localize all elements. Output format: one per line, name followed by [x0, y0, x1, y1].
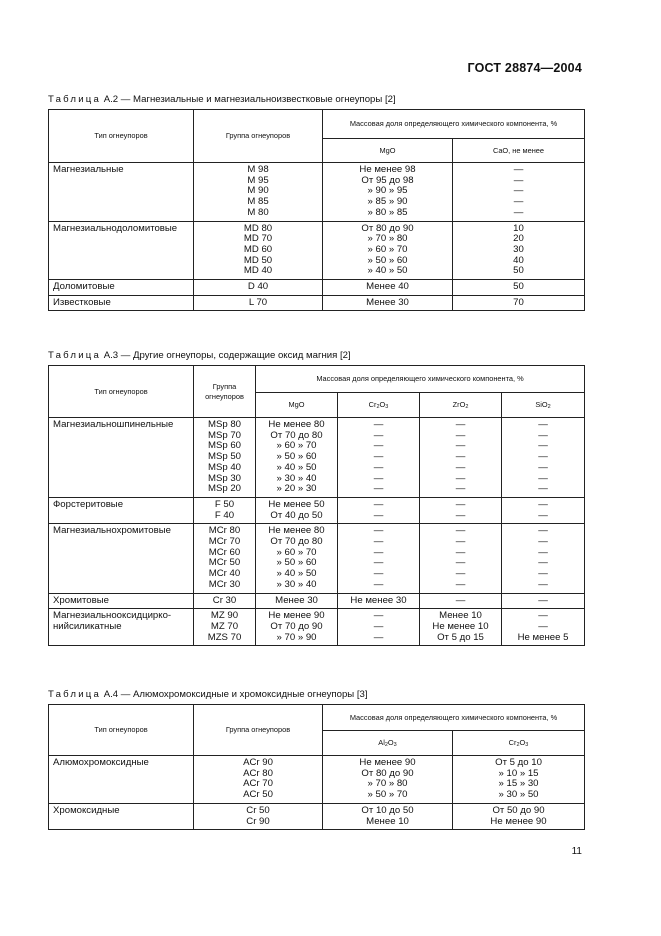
mgo-cell-line: Менее 30: [366, 296, 409, 308]
cr-cell-line: Не менее 90: [490, 815, 547, 827]
refractory-type: [49, 497, 194, 523]
group-cell-line: MSp 40: [207, 461, 242, 473]
refractory-type-line: Магнезиальношпинельные: [53, 419, 174, 430]
mgo-cell: [323, 221, 453, 280]
si-cell-line: —: [538, 525, 548, 537]
zr-cell-line: —: [455, 525, 466, 537]
si-cell-line: —: [538, 536, 548, 548]
group-cell-line: MSp 80: [207, 419, 242, 430]
group-cell-line: Cr 90: [246, 815, 270, 827]
si-cell-line: —: [538, 483, 548, 495]
refractory-type: Алюмохромоксидные: [49, 756, 194, 804]
header-mass-fraction: Массовая доля определяющего химического компонента, %: [323, 110, 585, 139]
group-cell-line: M 85: [247, 196, 269, 208]
formula-sub: 2: [384, 742, 388, 748]
mgo-cell-line: » 40 » 50: [276, 568, 317, 580]
cr-cell: [453, 803, 585, 829]
refractory-type: Известковые: [49, 295, 194, 311]
mgo-cell-line: » 70 » 90: [276, 631, 317, 643]
group-cell: [194, 295, 323, 311]
header-mgo: MgO: [256, 393, 338, 418]
refractory-type-line: Магнезиальнохромитовые: [53, 525, 171, 537]
al-cell-line: От 10 до 50: [361, 804, 414, 816]
cr-cell-line: —: [373, 568, 384, 580]
table-a3-caption: [48, 350, 351, 361]
group-cell: [194, 803, 323, 829]
header-type: Тип огнеупоров: [49, 705, 194, 756]
group-cell-line: ACr 90: [243, 757, 273, 768]
formula-part: Cr: [368, 400, 377, 409]
si-cell-line: —: [538, 451, 548, 463]
mgo-cell-line: » 60 » 70: [276, 546, 317, 558]
cr-cell-line: —: [373, 451, 384, 463]
mgo-cell-line: Не менее 90: [268, 610, 325, 622]
header-group: Группа огнеупоров: [194, 110, 323, 163]
caption-label: Таблица: [48, 94, 102, 105]
cao-cell-line: 70: [513, 296, 524, 308]
cr-cell-line: —: [373, 472, 384, 484]
group-cell: [194, 497, 256, 523]
group-cell-line: MD 40: [243, 265, 273, 277]
zr-cell-line: —: [455, 498, 466, 510]
si-cell-line: Не менее 5: [517, 631, 569, 643]
mgo-cell-line: » 20 » 30: [276, 483, 317, 495]
cao-cell-line: 10: [513, 222, 524, 234]
mgo-cell-line: » 70 » 80: [367, 233, 408, 245]
header-cr2o3: [338, 393, 420, 418]
group-cell-line: MD 80: [243, 222, 273, 234]
refractory-type-line: Магнезиальнооксидцирко-: [53, 610, 172, 622]
cr-cell-line: —: [373, 440, 384, 452]
cao-cell-line: 50: [513, 265, 524, 277]
group-cell-line: ACr 80: [243, 767, 273, 779]
formula-part: Al: [378, 738, 385, 747]
mgo-cell: [256, 593, 338, 609]
mgo-cell: [256, 497, 338, 523]
mgo-cell-line: » 90 » 95: [367, 185, 408, 197]
cr-cell: [338, 593, 420, 609]
formula-sub: 3: [385, 404, 389, 410]
si-cell-line: —: [538, 509, 548, 521]
zr-cell-line: —: [455, 546, 466, 558]
refractory-type: Магнезиальные: [49, 163, 194, 222]
zr-cell-line: —: [455, 568, 466, 580]
si-cell-line: —: [538, 557, 548, 569]
al-cell: [323, 803, 453, 829]
al-cell-line: Не менее 90: [359, 757, 416, 768]
zr-cell-line: —: [455, 451, 466, 463]
header-sio2: [502, 393, 585, 418]
mgo-cell-line: » 85 » 90: [367, 196, 408, 208]
refractory-type: [49, 593, 194, 609]
zr-cell: [420, 609, 502, 646]
zr-cell: [420, 497, 502, 523]
group-cell-line: MCr 40: [208, 568, 241, 580]
mgo-cell-line: » 40 » 50: [276, 461, 317, 473]
document-standard-number: ГОСТ 28874—2004: [467, 61, 582, 75]
header-group-line-2: огнеупоров: [205, 391, 244, 401]
mgo-cell: [256, 524, 338, 593]
formula-sub: 2: [376, 404, 380, 410]
mgo-cell-line: Менее 40: [366, 281, 409, 293]
formula-sub: 2: [547, 404, 551, 410]
group-cell-line: M 98: [247, 164, 269, 175]
header-type: Тип огнеупоров: [49, 366, 194, 418]
zr-cell-line: От 5 до 15: [437, 631, 484, 643]
table-a2-caption: [48, 94, 396, 105]
group-cell: [194, 609, 256, 646]
mgo-cell: [256, 418, 338, 498]
table-row: [49, 803, 585, 829]
refractory-type-line: Хромитовые: [53, 594, 109, 606]
cr-cell-line: —: [373, 631, 384, 643]
cao-cell: [453, 295, 585, 311]
formula-sub: 3: [393, 742, 397, 748]
si-cell-line: —: [538, 594, 548, 606]
mgo-cell-line: От 80 до 90: [361, 222, 414, 234]
mgo-cell-line: » 50 » 60: [276, 451, 317, 463]
caption-text: А.4 — Алюмохромоксидные и хромоксидные огнеупоры [3]: [103, 689, 368, 700]
cr-cell-line: —: [373, 498, 384, 510]
si-cell-line: —: [538, 429, 548, 441]
si-cell-line: —: [538, 610, 548, 622]
zr-cell-line: —: [455, 419, 466, 430]
si-cell: [502, 593, 585, 609]
formula-part: O: [519, 738, 526, 747]
mgo-cell-line: Менее 30: [275, 594, 318, 606]
mgo-cell-line: От 70 до 80: [270, 429, 323, 441]
zr-cell-line: Менее 10: [439, 610, 482, 622]
cao-cell-line: 30: [513, 243, 524, 255]
group-cell-line: M 80: [247, 206, 269, 218]
group-cell: [194, 418, 256, 498]
zr-cell-line: —: [455, 578, 466, 590]
zr-cell: [420, 418, 502, 498]
group-cell: [194, 593, 256, 609]
group-cell-line: MSp 60: [207, 440, 242, 452]
si-cell-line: —: [538, 419, 548, 430]
mgo-cell: [323, 295, 453, 311]
cr-cell-line: —: [373, 536, 384, 548]
cr-cell-line: » 30 » 50: [498, 789, 539, 801]
cr-cell-line: От 5 до 10: [495, 757, 542, 768]
group-cell-line: L 70: [248, 296, 268, 308]
group-cell-line: MCr 60: [208, 546, 241, 558]
group-cell-line: MSp 50: [207, 451, 242, 463]
group-cell-line: MCr 70: [208, 536, 241, 548]
si-cell-line: —: [538, 498, 548, 510]
mgo-cell-line: » 60 » 70: [276, 440, 317, 452]
cr-cell-line: » 15 » 30: [498, 778, 539, 790]
mgo-cell-line: » 60 » 70: [367, 243, 408, 255]
table-row: [49, 497, 585, 523]
header-al2o3: [323, 731, 453, 756]
refractory-type: [49, 418, 194, 498]
caption-label: Таблица: [48, 689, 102, 700]
cr-cell-line: —: [373, 429, 384, 441]
mgo-cell-line: От 40 до 50: [270, 509, 323, 521]
header-mass-fraction: Массовая доля определяющего химического компонента, %: [256, 366, 585, 393]
zr-cell-line: —: [455, 472, 466, 484]
header-zro2: [420, 393, 502, 418]
si-cell: [502, 524, 585, 593]
group-cell-line: ACr 70: [243, 778, 273, 790]
table-a2: [48, 109, 585, 311]
cao-cell-line: —: [513, 164, 524, 175]
mgo-cell-line: » 50 » 60: [367, 254, 408, 266]
cao-cell: [453, 221, 585, 280]
cao-cell-line: —: [513, 185, 524, 197]
mgo-cell-line: » 30 » 40: [276, 472, 317, 484]
zr-cell-line: Не менее 10: [432, 620, 489, 632]
header-group: Группа огнеупоров: [194, 705, 323, 756]
header-cao: CaO, не менее: [453, 139, 585, 163]
zr-cell-line: —: [455, 440, 466, 452]
zr-cell-line: —: [455, 509, 466, 521]
cao-cell-line: —: [513, 196, 524, 208]
formula-part: SiO: [535, 400, 548, 409]
group-cell-line: F 50: [214, 498, 235, 510]
formula-sub: 3: [525, 742, 529, 748]
header-group-line-1: Группа: [212, 381, 237, 391]
mgo-cell-line: От 70 до 80: [270, 536, 323, 548]
cr-cell-line: —: [373, 546, 384, 558]
cao-cell: [453, 163, 585, 222]
group-cell-line: Cr 50: [246, 804, 270, 816]
group-cell-line: D 40: [247, 281, 269, 293]
refractory-type: Доломитовые: [49, 280, 194, 296]
mgo-cell-line: Не менее 50: [268, 498, 325, 510]
si-cell-line: —: [538, 578, 548, 590]
refractory-type-line: нийсиликатные: [53, 620, 122, 632]
al-cell: [323, 756, 453, 804]
group-cell-line: MZ 90: [210, 610, 239, 622]
mgo-cell-line: Не менее 80: [268, 419, 325, 430]
header-cr2o3: [453, 731, 585, 756]
formula-part: O: [387, 738, 394, 747]
si-cell: [502, 497, 585, 523]
table-row: [49, 221, 585, 280]
header-mass-fraction: Массовая доля определяющего химического компонента, %: [323, 705, 585, 731]
group-cell: [194, 524, 256, 593]
mgo-cell-line: » 30 » 40: [276, 578, 317, 590]
header-group: [194, 366, 256, 418]
formula-part: O: [379, 400, 386, 409]
si-cell-line: —: [538, 568, 548, 580]
cao-cell: [453, 280, 585, 296]
mgo-cell: [256, 609, 338, 646]
formula-part: ZrO: [452, 400, 466, 409]
mgo-cell-line: Не менее 98: [359, 164, 416, 175]
table-a4: [48, 704, 585, 830]
table-row: [49, 163, 585, 222]
mgo-cell-line: От 70 до 90: [270, 620, 323, 632]
zr-cell-line: —: [455, 557, 466, 569]
table-row: [49, 295, 585, 311]
cr-cell: [338, 609, 420, 646]
cr-cell: [338, 497, 420, 523]
cao-cell-line: 40: [513, 254, 524, 266]
zr-cell-line: —: [455, 594, 466, 606]
header-mgo: MgO: [323, 139, 453, 163]
mgo-cell-line: » 80 » 85: [367, 206, 408, 218]
table-row: [49, 524, 585, 593]
cr-cell-line: Не менее 30: [350, 594, 407, 606]
si-cell-line: —: [538, 546, 548, 558]
table-a4-caption: [48, 689, 368, 700]
group-cell-line: MSp 20: [207, 483, 242, 495]
mgo-cell: [323, 280, 453, 296]
refractory-type-line: Форстеритовые: [53, 498, 124, 510]
group-cell-line: MCr 50: [208, 557, 241, 569]
table-a3: [48, 365, 585, 646]
table-row: [49, 756, 585, 804]
si-cell: [502, 609, 585, 646]
mgo-cell: [323, 163, 453, 222]
header-type: Тип огнеупоров: [49, 110, 194, 163]
al-cell-line: » 70 » 80: [367, 778, 408, 790]
refractory-type: Магнезиальнодоломитовые: [49, 221, 194, 280]
group-cell-line: M 95: [247, 174, 269, 186]
caption-text: А.2 — Магнезиальные и магнезиальноизвестковые огнеупоры [2]: [103, 94, 396, 105]
group-cell-line: MCr 80: [208, 525, 241, 537]
group-cell: [194, 280, 323, 296]
mgo-cell-line: От 95 до 98: [361, 174, 414, 186]
cao-cell-line: 50: [513, 281, 524, 293]
si-cell: [502, 418, 585, 498]
cr-cell-line: —: [373, 483, 384, 495]
si-cell-line: —: [538, 472, 548, 484]
cao-cell-line: 20: [513, 233, 524, 245]
group-cell: [194, 756, 323, 804]
refractory-type: [49, 524, 194, 593]
al-cell-line: Менее 10: [366, 815, 409, 827]
cr-cell-line: —: [373, 578, 384, 590]
cr-cell-line: —: [373, 610, 384, 622]
group-cell-line: MSp 70: [207, 429, 242, 441]
formula-sub: 2: [516, 742, 520, 748]
cr-cell-line: —: [373, 557, 384, 569]
mgo-cell-line: Не менее 80: [268, 525, 325, 537]
group-cell-line: MD 70: [243, 233, 273, 245]
group-cell: [194, 221, 323, 280]
zr-cell-line: —: [455, 483, 466, 495]
al-cell-line: От 80 до 90: [361, 767, 414, 779]
si-cell-line: —: [538, 440, 548, 452]
group-cell-line: MD 60: [243, 243, 273, 255]
table-row: [49, 280, 585, 296]
cr-cell: [453, 756, 585, 804]
cr-cell-line: » 10 » 15: [498, 767, 539, 779]
cr-cell-line: —: [373, 620, 384, 632]
si-cell-line: —: [538, 620, 548, 632]
group-cell-line: MZ 70: [210, 620, 239, 632]
zr-cell: [420, 593, 502, 609]
refractory-type: Хромоксидные: [49, 803, 194, 829]
group-cell-line: MZS 70: [207, 631, 242, 643]
formula-part: Cr: [508, 738, 517, 747]
si-cell-line: —: [538, 461, 548, 473]
group-cell-line: Cr 30: [212, 594, 237, 606]
group-cell-line: MD 50: [243, 254, 273, 266]
cao-cell-line: —: [513, 206, 524, 218]
table-row: [49, 418, 585, 498]
page-number: 11: [571, 846, 582, 857]
table-row: [49, 609, 585, 646]
zr-cell: [420, 524, 502, 593]
group-cell-line: M 90: [247, 185, 269, 197]
cr-cell-line: —: [373, 461, 384, 473]
group-cell-line: F 40: [214, 509, 235, 521]
cr-cell-line: —: [373, 419, 384, 430]
cr-cell-line: —: [373, 525, 384, 537]
group-cell-line: ACr 50: [243, 789, 273, 801]
zr-cell-line: —: [455, 461, 466, 473]
caption-label: Таблица: [48, 350, 102, 361]
cr-cell: [338, 418, 420, 498]
caption-text: А.3 — Другие огнеупоры, содержащие оксид магния [2]: [103, 350, 351, 361]
group-cell-line: MSp 30: [207, 472, 242, 484]
refractory-type: [49, 609, 194, 646]
cr-cell-line: —: [373, 509, 384, 521]
group-cell: [194, 163, 323, 222]
group-cell-line: MCr 30: [208, 578, 241, 590]
cr-cell-line: От 50 до 90: [492, 804, 545, 816]
mgo-cell-line: » 50 » 60: [276, 557, 317, 569]
table-row: [49, 593, 585, 609]
zr-cell-line: —: [455, 429, 466, 441]
formula-sub: 2: [465, 404, 469, 410]
zr-cell-line: —: [455, 536, 466, 548]
mgo-cell-line: » 40 » 50: [367, 265, 408, 277]
cao-cell-line: —: [513, 174, 524, 186]
al-cell-line: » 50 » 70: [367, 789, 408, 801]
cr-cell: [338, 524, 420, 593]
